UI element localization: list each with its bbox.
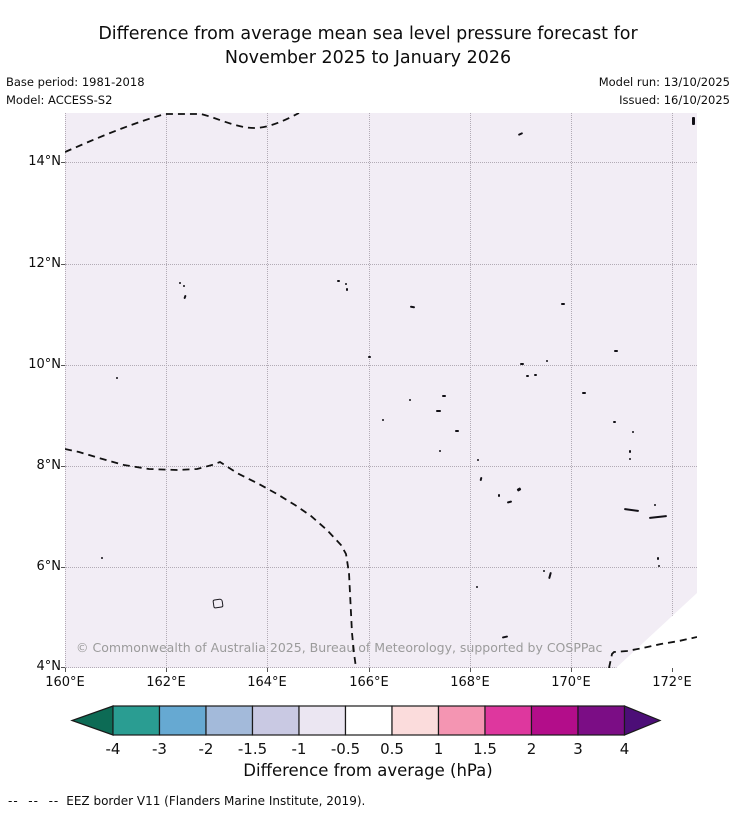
y-tick-label: 6°N [36,559,61,574]
island [345,283,347,285]
colorbar-tick-label: 4 [619,740,630,758]
island [116,377,118,379]
island [455,430,459,432]
colorbar-tick-label: -1.5 [237,740,268,758]
y-tick-label: 4°N [36,659,61,674]
colorbar [0,700,736,760]
colorbar-tick-label: -3 [152,740,167,758]
island [561,303,565,305]
colorbar-tick-label: -0.5 [330,740,361,758]
x-tick-mark [369,668,370,672]
x-tick-label: 160°E [45,675,85,690]
island [409,399,411,401]
y-tick-label: 14°N [28,154,61,169]
colorbar-over-arrow [625,706,661,735]
map-area [65,113,697,668]
colorbar-tick-label: 3 [573,740,583,758]
colorbar-segment [160,706,207,735]
colorbar-label: Difference from average (hPa) [243,761,493,780]
x-tick-label: 164°E [247,675,287,690]
colorbar-tick-label: 1 [433,740,444,758]
colorbar-segment [578,706,625,735]
colorbar-tick-label: 0.5 [380,740,404,758]
colorbar-segment [485,706,532,735]
y-tick-mark [61,365,65,366]
x-tick-mark [571,668,572,672]
figure-title [0,22,736,70]
x-tick-mark [470,668,471,672]
island [658,565,660,567]
island [657,557,659,560]
colorbar-segment [113,706,160,735]
colorbar-segment [253,706,300,735]
x-tick-label: 168°E [450,675,490,690]
y-tick-mark [61,264,65,265]
model-label: Model: ACCESS-S2 [6,93,113,107]
no-data-region [616,593,697,668]
x-tick-label: 166°E [349,675,389,690]
colorbar-tick-label: 1.5 [473,740,497,758]
eez-border-line [65,449,356,668]
y-tick-mark [61,567,65,568]
colorbar-segment [532,706,579,735]
x-tick-label: 170°E [551,675,591,690]
x-tick-mark [267,668,268,672]
island [526,375,529,377]
island [629,458,631,460]
y-tick-mark [61,667,65,668]
island [439,450,441,452]
map-copyright: © Commonwealth of Australia 2025, Bureau of Meteorology, supported by COSPPac [76,640,603,655]
y-tick-mark [61,162,65,163]
header-meta-left [6,73,145,109]
eez-footnote-text: EEZ border V11 (Flanders Marine Institute, 2019). [66,794,366,808]
colorbar-tick-label: -1 [291,740,307,758]
island [183,285,185,287]
atoll-outline [212,598,223,608]
island [436,410,441,412]
island [477,459,479,461]
island [632,431,634,433]
island [613,421,616,423]
x-tick-mark [166,668,167,672]
model-run-label: Model run: 13/10/2025 [598,75,730,89]
title-line-1: Difference from average mean sea level pressure forecast for [98,24,638,44]
island [692,117,695,125]
island [368,356,371,358]
x-tick-mark [672,668,673,672]
island [629,450,631,453]
island [179,282,181,284]
island [543,570,545,572]
y-tick-mark [61,466,65,467]
island [546,360,548,362]
eez-border-line [65,113,299,152]
island [614,350,618,352]
island [520,363,524,365]
colorbar-tick-label: -2 [198,740,214,758]
colorbar-under-arrow [72,706,113,735]
island [582,392,586,394]
colorbar-tick-label: -4 [105,740,121,758]
colorbar-segment [206,706,253,735]
issued-label: Issued: 16/10/2025 [619,93,730,107]
island [534,374,537,376]
colorbar-segment [392,706,439,735]
map-overlay-svg [65,113,697,668]
island [337,280,340,282]
island [476,586,478,588]
eez-footnote [8,794,365,808]
island [654,504,656,506]
eez-dash-sample: -- -- -- [8,794,60,808]
base-period-label: Base period: 1981-2018 [6,75,145,89]
y-tick-label: 8°N [36,458,61,473]
y-tick-label: 10°N [28,357,61,372]
x-tick-mark [65,668,66,672]
header-meta-right [599,73,730,109]
x-tick-label: 162°E [146,675,186,690]
colorbar-segment [299,706,346,735]
island [101,557,103,559]
island [382,419,384,421]
colorbar-segment [346,706,393,735]
x-tick-label: 172°E [652,675,692,690]
colorbar-tick-label: 2 [526,740,537,758]
island [498,494,500,497]
island [442,395,446,397]
y-tick-label: 12°N [28,256,61,271]
title-line-2: November 2025 to January 2026 [224,48,512,68]
island [346,288,348,291]
colorbar-segment [439,706,486,735]
